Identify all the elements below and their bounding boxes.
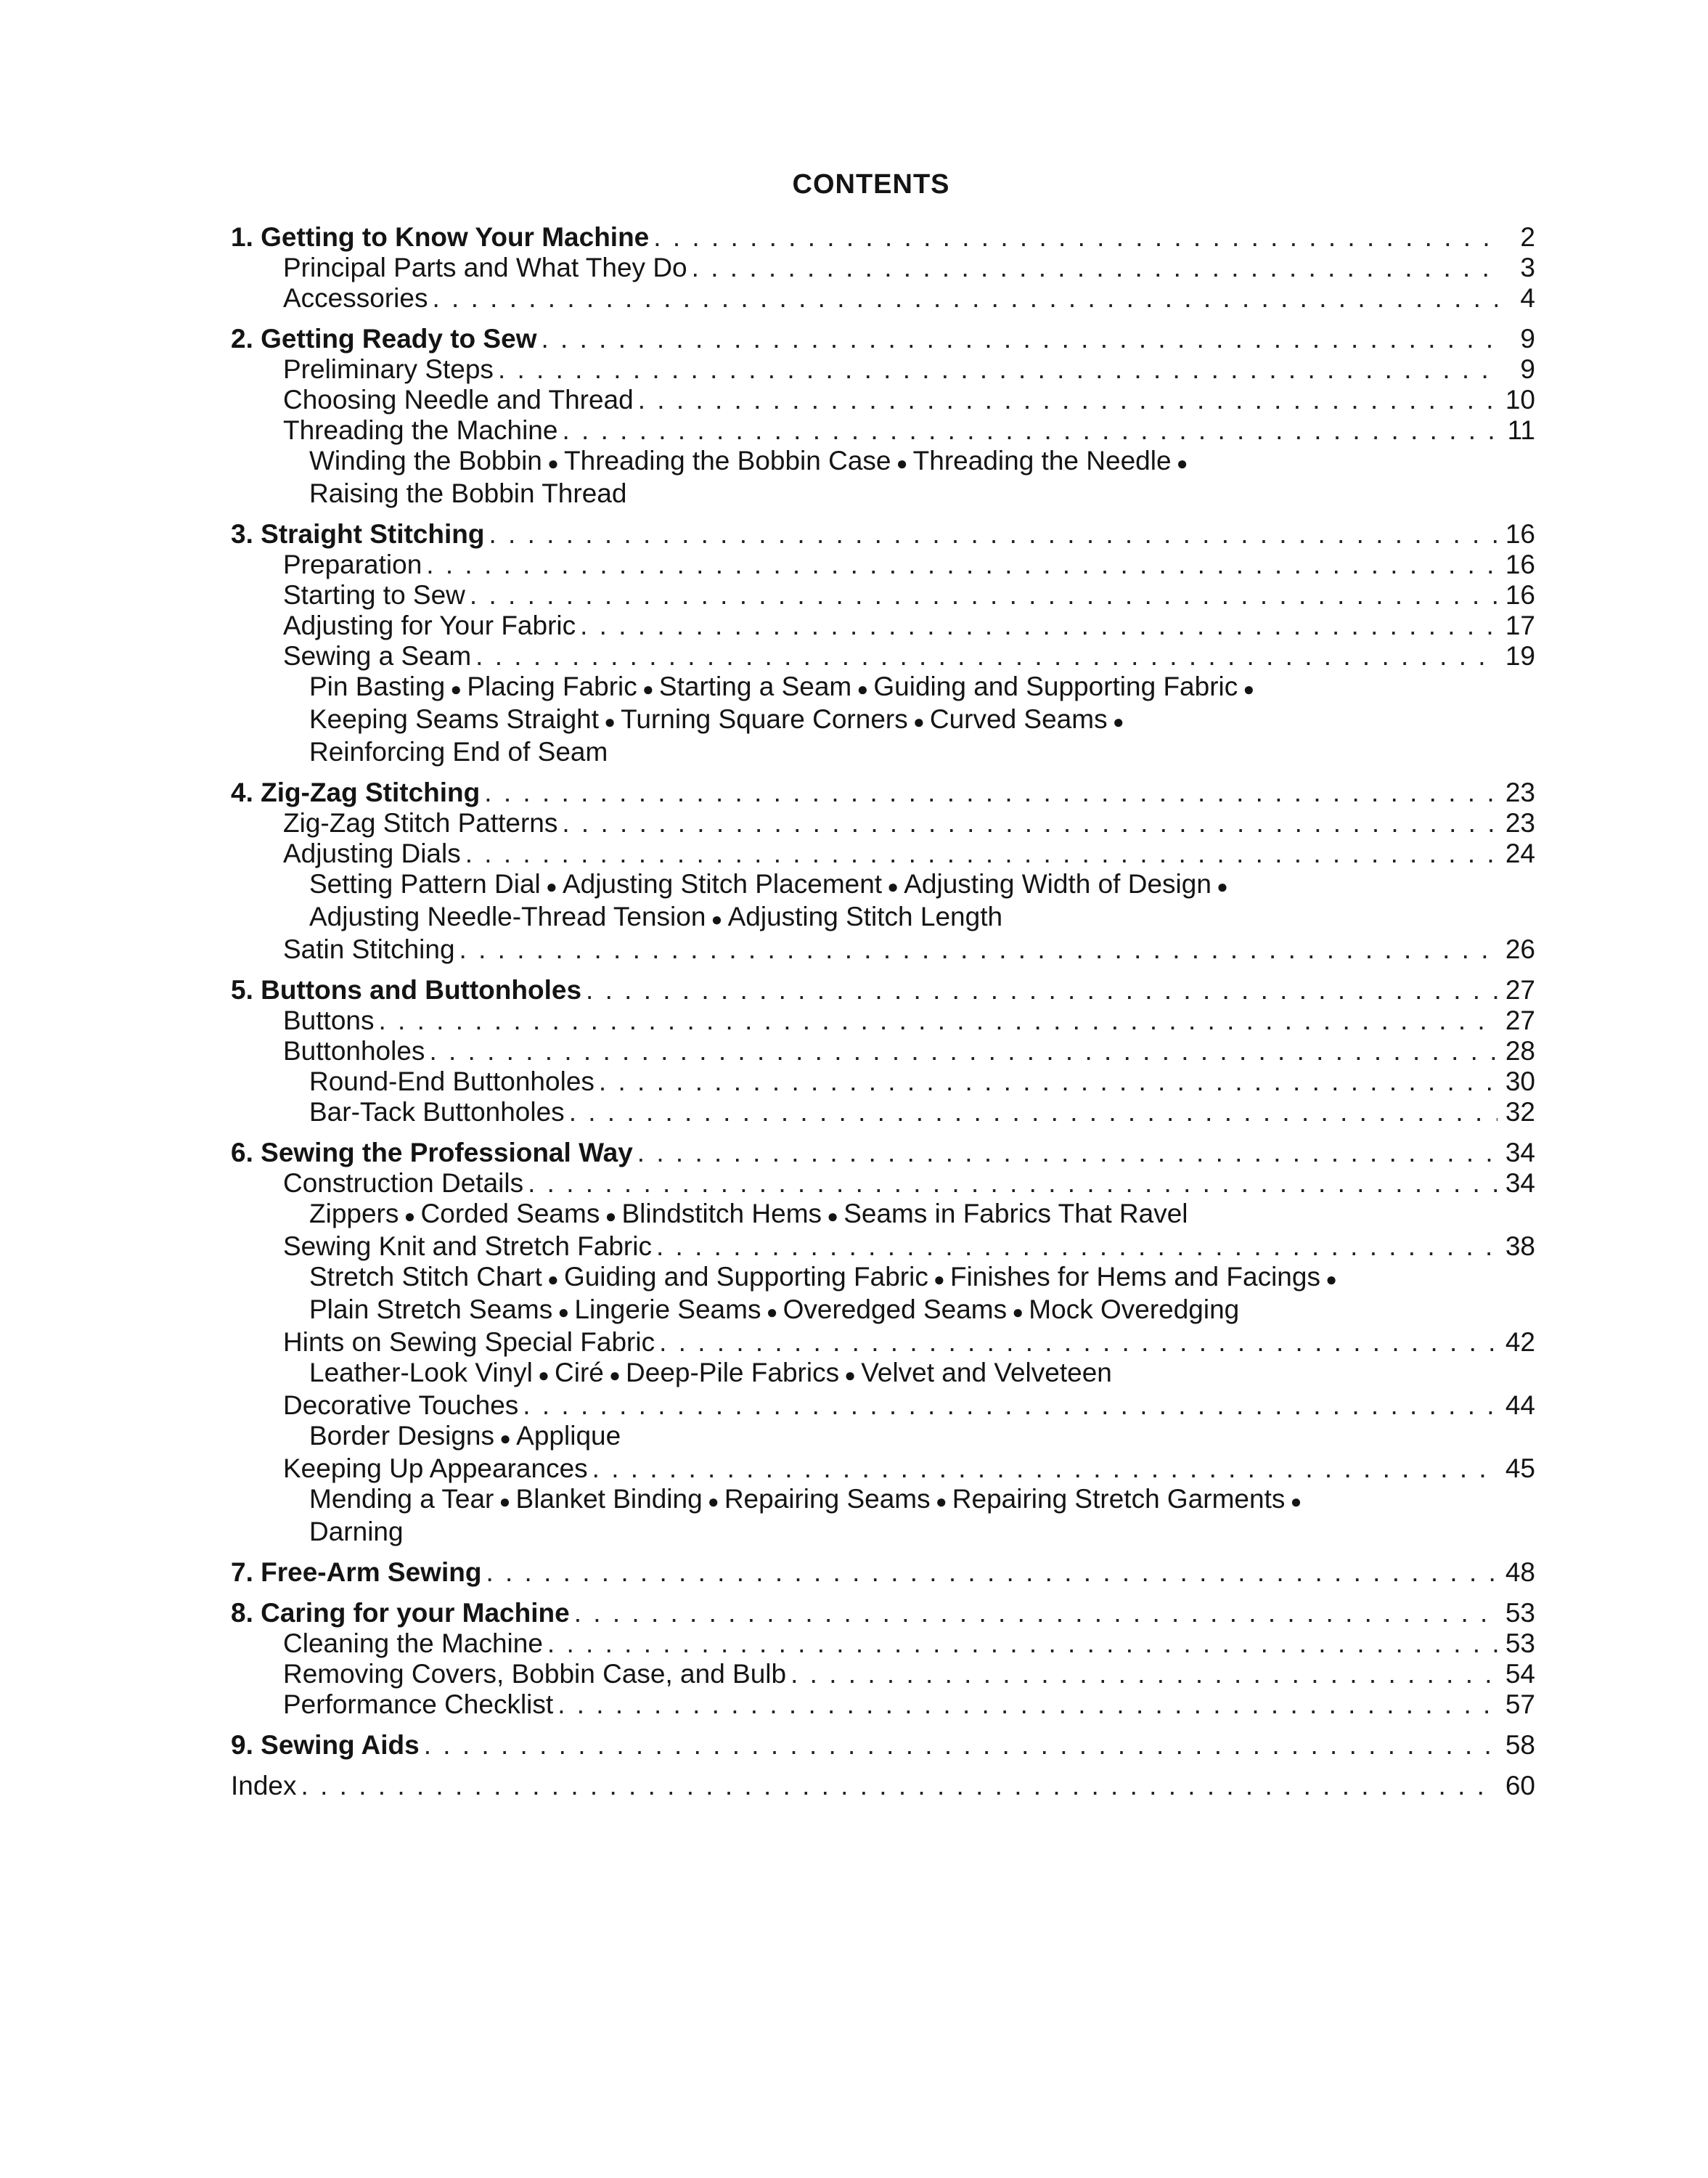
toc-detail-item: Setting Pattern Dial xyxy=(309,869,541,899)
toc-detail-item: Threading the Needle xyxy=(912,446,1172,476)
toc-entry[interactable] xyxy=(231,1231,1535,1262)
toc-entry-title: Keeping Up Appearances xyxy=(283,1453,588,1483)
toc-detail-item: Leather-Look Vinyl xyxy=(309,1358,533,1387)
toc-entry[interactable] xyxy=(231,354,1535,385)
bullet-icon: ● xyxy=(599,711,621,733)
toc-chapter[interactable] xyxy=(231,1557,1535,1588)
toc-detail-item: Keeping Seams Straight xyxy=(309,704,600,734)
toc-entry[interactable] xyxy=(231,385,1535,415)
dot-leader xyxy=(580,611,1497,641)
bullet-icon: ● xyxy=(552,1301,575,1323)
toc-entry-title: 3. Straight Stitching xyxy=(231,519,485,549)
toc-entry-title: 1. Getting to Know Your Machine xyxy=(231,222,650,252)
dot-leader xyxy=(424,1730,1497,1761)
bullet-icon: ● xyxy=(1211,876,1228,897)
toc-entry[interactable] xyxy=(231,808,1535,839)
toc-entry-title: 2. Getting Ready to Sew xyxy=(231,324,537,354)
toc-entry-title: 5. Buttons and Buttonholes xyxy=(231,975,582,1005)
toc-chapter[interactable] xyxy=(231,519,1535,550)
toc-entry[interactable] xyxy=(231,1689,1535,1720)
toc-page-number: 19 xyxy=(1505,641,1535,671)
dot-leader xyxy=(486,1557,1497,1588)
toc-detail-item: Stretch Stitch Chart xyxy=(309,1262,542,1292)
toc-detail-list xyxy=(231,1358,1354,1390)
toc-page-number: 11 xyxy=(1507,415,1535,445)
toc-detail-item: Repairing Stretch Garments xyxy=(952,1484,1286,1514)
dot-leader xyxy=(489,519,1497,550)
toc-entry[interactable] xyxy=(231,550,1535,580)
toc-page-number: 2 xyxy=(1520,222,1535,252)
toc-entry-title: 9. Sewing Aids xyxy=(231,1730,420,1760)
toc-entry[interactable] xyxy=(231,415,1535,446)
dot-leader xyxy=(484,778,1497,808)
dot-leader xyxy=(301,1771,1497,1801)
dot-leader xyxy=(528,1168,1497,1199)
bullet-icon: ● xyxy=(1320,1268,1337,1290)
dot-leader xyxy=(475,641,1497,672)
toc-page-number: 58 xyxy=(1505,1730,1535,1760)
toc-entry[interactable] xyxy=(231,580,1535,611)
dot-leader xyxy=(599,1066,1497,1097)
toc-page-number: 17 xyxy=(1505,611,1535,640)
toc-detail-item: Curved Seams xyxy=(929,704,1108,734)
toc-detail-item: Overedged Seams xyxy=(783,1294,1008,1324)
bullet-icon: ● xyxy=(907,711,930,733)
toc-page-number: 38 xyxy=(1505,1231,1535,1261)
toc-entry-title: Cleaning the Machine xyxy=(283,1628,543,1658)
toc-entry-title: Threading the Machine xyxy=(283,415,558,445)
dot-leader xyxy=(659,1327,1497,1358)
toc-entry-title: Removing Covers, Bobbin Case, and Bulb xyxy=(283,1659,787,1689)
toc-entry-title: 7. Free-Arm Sewing xyxy=(231,1557,482,1587)
toc-index[interactable] xyxy=(231,1771,1535,1801)
dot-leader xyxy=(541,324,1497,354)
toc-entry[interactable] xyxy=(231,611,1535,641)
dot-leader xyxy=(569,1097,1497,1127)
toc-page-number: 45 xyxy=(1505,1453,1535,1483)
toc-detail-item: Darning xyxy=(309,1517,404,1546)
dot-leader xyxy=(498,354,1497,385)
toc-entry-title: Adjusting for Your Fabric xyxy=(283,611,576,640)
toc-detail-item: Mending a Tear xyxy=(309,1484,494,1514)
toc-page-number: 26 xyxy=(1505,934,1535,964)
toc-detail-item: Placing Fabric xyxy=(467,672,637,701)
toc-detail-item: Deep-Pile Fabrics xyxy=(626,1358,840,1387)
toc-entry[interactable] xyxy=(231,253,1535,283)
bullet-icon: ● xyxy=(706,908,728,930)
dot-leader xyxy=(523,1390,1497,1421)
toc-entry-title: Construction Details xyxy=(283,1168,524,1198)
toc-entry-title: Zig-Zag Stitch Patterns xyxy=(283,808,558,838)
toc-page-number: 16 xyxy=(1505,519,1535,549)
bullet-icon: ● xyxy=(542,1268,564,1290)
toc-page-number: 60 xyxy=(1505,1771,1535,1800)
toc-detail-list xyxy=(231,1199,1354,1231)
toc-detail-list xyxy=(231,446,1354,509)
dot-leader xyxy=(790,1659,1497,1689)
toc-detail-list xyxy=(231,1262,1354,1327)
bullet-icon: ● xyxy=(702,1490,724,1512)
bullet-icon: ● xyxy=(928,1268,950,1290)
toc-entry[interactable] xyxy=(231,641,1535,672)
toc-entry-title: Accessories xyxy=(283,283,428,313)
toc-detail-item: Guiding and Supporting Fabric xyxy=(873,672,1238,701)
toc-page-number: 42 xyxy=(1505,1327,1535,1357)
toc-entry-title: Buttons xyxy=(283,1006,375,1035)
toc-entry[interactable] xyxy=(231,1036,1535,1066)
dot-leader xyxy=(637,1138,1497,1168)
bullet-icon: ● xyxy=(494,1427,517,1449)
bullet-icon: ● xyxy=(839,1364,862,1386)
bullet-icon: ● xyxy=(399,1205,421,1227)
dot-leader xyxy=(562,808,1497,839)
dot-leader xyxy=(429,1036,1497,1066)
toc-entry-title: Starting to Sew xyxy=(283,580,465,610)
toc-chapter[interactable] xyxy=(231,324,1535,354)
toc-entry-title: Decorative Touches xyxy=(283,1390,519,1420)
toc-chapter[interactable] xyxy=(231,1598,1535,1628)
toc-detail-item: Finishes for Hems and Facings xyxy=(949,1262,1320,1292)
bullet-icon: ● xyxy=(1007,1301,1029,1323)
toc-entry-title: 8. Caring for your Machine xyxy=(231,1598,570,1628)
toc-chapter[interactable] xyxy=(231,1730,1535,1761)
toc-entry[interactable] xyxy=(231,1097,1535,1127)
toc-page-number: 4 xyxy=(1520,283,1535,313)
toc-entry-title: Principal Parts and What They Do xyxy=(283,253,687,282)
toc-page-number: 30 xyxy=(1505,1066,1535,1096)
page-title: CONTENTS xyxy=(792,169,950,200)
toc-page-number: 57 xyxy=(1505,1689,1535,1719)
toc-entry-title: Performance Checklist xyxy=(283,1689,554,1719)
bullet-icon: ● xyxy=(1285,1490,1302,1512)
bullet-icon: ● xyxy=(882,876,904,897)
dot-leader xyxy=(547,1628,1497,1659)
toc-page-number: 16 xyxy=(1505,550,1535,579)
toc-chapter[interactable] xyxy=(231,1138,1535,1168)
dot-leader xyxy=(586,975,1497,1006)
toc-chapter[interactable] xyxy=(231,222,1535,253)
toc-page-number: 54 xyxy=(1505,1659,1535,1689)
dot-leader xyxy=(574,1598,1497,1628)
toc-detail-item: Reinforcing End of Seam xyxy=(309,737,608,767)
toc-entry-title: Buttonholes xyxy=(283,1036,425,1066)
toc-entry[interactable] xyxy=(231,1659,1535,1689)
toc-detail-item: Threading the Bobbin Case xyxy=(564,446,891,476)
toc-detail-item: Ciré xyxy=(555,1358,604,1387)
toc-detail-list xyxy=(231,1421,1354,1453)
bullet-icon: ● xyxy=(930,1490,952,1512)
dot-leader xyxy=(638,385,1497,415)
toc-detail-item: Winding the Bobbin xyxy=(309,446,542,476)
toc-detail-item: Lingerie Seams xyxy=(574,1294,761,1324)
toc-page-number: 27 xyxy=(1505,1006,1535,1035)
dot-leader xyxy=(592,1453,1497,1484)
toc-entry-title: Preliminary Steps xyxy=(283,354,494,384)
toc-page-number: 53 xyxy=(1505,1598,1535,1628)
bullet-icon: ● xyxy=(540,876,563,897)
dot-leader xyxy=(459,934,1497,965)
toc-detail-list xyxy=(231,672,1354,767)
toc-page-number: 9 xyxy=(1520,324,1535,354)
toc-detail-item: Border Designs xyxy=(309,1421,495,1451)
toc-detail-item: Zippers xyxy=(309,1199,399,1228)
toc-detail-item: Velvet and Velveteen xyxy=(861,1358,1112,1387)
toc-detail-item: Corded Seams xyxy=(420,1199,600,1228)
toc-detail-item: Raising the Bobbin Thread xyxy=(309,478,627,508)
toc-detail-list xyxy=(231,869,1354,934)
toc-entry[interactable] xyxy=(231,1168,1535,1199)
toc-detail-item: Seams in Fabrics That Ravel xyxy=(843,1199,1188,1228)
toc-entry[interactable] xyxy=(231,1628,1535,1659)
toc-detail-item: Pin Basting xyxy=(309,672,446,701)
toc-detail-item: Mock Overedging xyxy=(1029,1294,1240,1324)
bullet-icon: ● xyxy=(600,1205,622,1227)
toc-entry-title: Satin Stitching xyxy=(283,934,455,964)
bullet-icon: ● xyxy=(851,678,874,700)
toc-entry[interactable] xyxy=(231,839,1535,869)
toc-entry-title: Sewing Knit and Stretch Fabric xyxy=(283,1231,652,1261)
toc-page-number: 23 xyxy=(1505,808,1535,838)
bullet-icon: ● xyxy=(542,452,565,474)
toc-page-number: 23 xyxy=(1505,778,1535,807)
dot-leader xyxy=(465,839,1497,869)
toc-entry[interactable] xyxy=(231,934,1535,965)
bullet-icon: ● xyxy=(1107,711,1124,733)
toc-entry-title: 4. Zig-Zag Stitching xyxy=(231,778,481,807)
bullet-icon: ● xyxy=(445,678,467,700)
dot-leader xyxy=(557,1689,1497,1720)
toc-page-number: 10 xyxy=(1505,385,1535,415)
toc-entry-title: Choosing Needle and Thread xyxy=(283,385,634,415)
toc-detail-list xyxy=(231,1484,1354,1547)
toc-entry-title: Index xyxy=(231,1771,297,1800)
toc-page-number: 34 xyxy=(1505,1168,1535,1198)
toc-entry-title: Adjusting Dials xyxy=(283,839,461,868)
toc-entry-title: Preparation xyxy=(283,550,422,579)
toc-page-number: 9 xyxy=(1520,354,1535,384)
toc-page-number: 24 xyxy=(1505,839,1535,868)
toc-entry[interactable] xyxy=(231,1006,1535,1036)
toc-detail-item: Adjusting Width of Design xyxy=(904,869,1211,899)
toc-detail-item: Blindstitch Hems xyxy=(621,1199,822,1228)
toc-detail-item: Adjusting Stitch Length xyxy=(727,902,1003,931)
toc-page-number: 32 xyxy=(1505,1097,1535,1127)
toc-page-number: 16 xyxy=(1505,580,1535,610)
bullet-icon: ● xyxy=(891,452,913,474)
bullet-icon: ● xyxy=(637,678,659,700)
toc-entry-title: 6. Sewing the Professional Way xyxy=(231,1138,633,1167)
dot-leader xyxy=(656,1231,1497,1262)
toc-entry-title: Bar-Tack Buttonholes xyxy=(309,1097,565,1127)
toc-page-number: 3 xyxy=(1520,253,1535,282)
toc-chapter[interactable] xyxy=(231,778,1535,808)
toc-entry-title: Round-End Buttonholes xyxy=(309,1066,594,1096)
dot-leader xyxy=(426,550,1497,580)
toc-detail-item: Applique xyxy=(516,1421,621,1451)
toc-detail-item: Guiding and Supporting Fabric xyxy=(563,1262,928,1292)
bullet-icon: ● xyxy=(822,1205,844,1227)
toc-page-number: 48 xyxy=(1505,1557,1535,1587)
toc-page-number: 27 xyxy=(1505,975,1535,1005)
toc-entry[interactable] xyxy=(231,1327,1535,1358)
toc-entry[interactable] xyxy=(231,283,1535,314)
toc-page-number: 44 xyxy=(1505,1390,1535,1420)
toc-entry[interactable] xyxy=(231,1453,1535,1484)
toc-page-number: 53 xyxy=(1505,1628,1535,1658)
toc-entry-title: Sewing a Seam xyxy=(283,641,472,671)
toc-detail-item: Blanket Binding xyxy=(515,1484,703,1514)
bullet-icon: ● xyxy=(603,1364,626,1386)
dot-leader xyxy=(432,283,1497,314)
toc-detail-item: Repairing Seams xyxy=(724,1484,931,1514)
dot-leader xyxy=(653,222,1497,253)
toc-entry[interactable] xyxy=(231,1390,1535,1421)
toc-detail-item: Turning Square Corners xyxy=(621,704,908,734)
bullet-icon: ● xyxy=(494,1490,516,1512)
dot-leader xyxy=(692,253,1497,283)
dot-leader xyxy=(378,1006,1497,1036)
toc-entry[interactable] xyxy=(231,1066,1535,1097)
toc-page-number: 34 xyxy=(1505,1138,1535,1167)
toc-page-number: 28 xyxy=(1505,1036,1535,1066)
toc-entry-title: Hints on Sewing Special Fabric xyxy=(283,1327,655,1357)
bullet-icon: ● xyxy=(1238,678,1255,700)
toc-detail-item: Adjusting Needle-Thread Tension xyxy=(309,902,706,931)
bullet-icon: ● xyxy=(532,1364,555,1386)
table-of-contents xyxy=(231,222,1535,1801)
dot-leader xyxy=(470,580,1497,611)
toc-detail-item: Adjusting Stitch Placement xyxy=(562,869,883,899)
toc-chapter[interactable] xyxy=(231,975,1535,1006)
toc-detail-item: Plain Stretch Seams xyxy=(309,1294,553,1324)
dot-leader xyxy=(562,415,1497,446)
bullet-icon: ● xyxy=(761,1301,783,1323)
toc-detail-item: Starting a Seam xyxy=(658,672,852,701)
bullet-icon: ● xyxy=(1171,452,1188,474)
